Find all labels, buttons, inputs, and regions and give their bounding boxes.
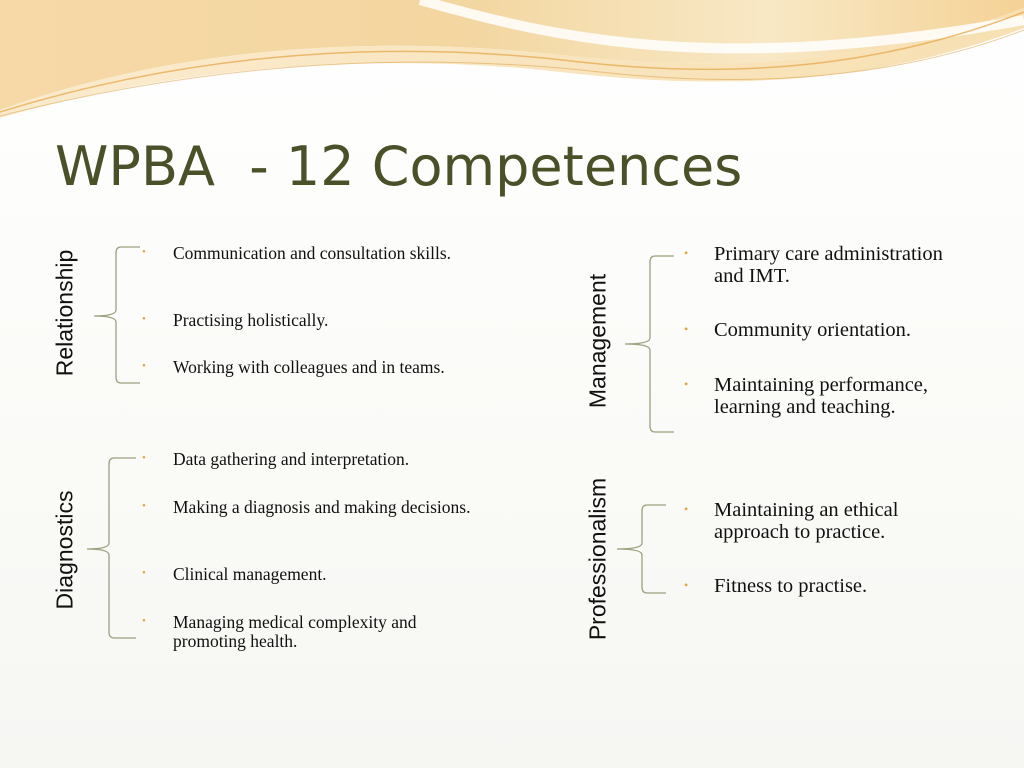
list-item-text: Clinical management. <box>173 564 327 584</box>
bullet-icon: • <box>142 567 146 579</box>
brace-diagnostics <box>84 455 144 641</box>
list-item <box>141 565 483 584</box>
list-item <box>683 320 974 342</box>
bullet-icon: • <box>142 313 146 325</box>
list-item <box>141 358 483 377</box>
group-label-management: Management <box>584 273 611 409</box>
bullet-icon: • <box>142 452 146 464</box>
list-item <box>141 311 483 330</box>
bullet-icon: • <box>684 502 689 516</box>
list-item-text: Making a diagnosis and making decisions. <box>173 497 471 517</box>
slide-title: WPBA - 12 Competences <box>55 135 743 198</box>
list-item-text: Maintaining performance, learning and teaching. <box>714 374 929 418</box>
list-item <box>683 244 974 287</box>
group-label-diagnostics: Diagnostics <box>51 490 78 610</box>
bullet-icon: • <box>684 246 689 260</box>
list-item-text: Practising holistically. <box>173 310 329 330</box>
list-item-text: Data gathering and interpretation. <box>173 449 410 469</box>
list-item <box>141 244 483 263</box>
list-item <box>683 500 974 543</box>
bullet-icon: • <box>684 578 689 592</box>
bullet-icon: • <box>142 360 146 372</box>
bullet-icon: • <box>142 246 146 258</box>
list-item-text: Fitness to practise. <box>714 575 868 597</box>
list-item-text: Community orientation. <box>714 319 912 341</box>
list-item-text: Managing medical complexity and promoting health. <box>173 612 417 651</box>
list-item-text: Primary care administration and IMT. <box>714 243 943 287</box>
list-item-text: Communication and consultation skills. <box>173 243 452 263</box>
brace-professionalism <box>614 502 674 598</box>
bullet-icon: • <box>142 615 146 627</box>
bullet-icon: • <box>142 500 146 512</box>
group-label-relationship: Relationship <box>51 249 78 377</box>
list-item <box>141 613 483 651</box>
decorative-wave-header <box>0 0 1024 130</box>
list-item <box>141 450 483 469</box>
list-item <box>683 375 974 418</box>
bullet-icon: • <box>684 377 689 391</box>
list-item-text: Working with colleagues and in teams. <box>173 357 445 377</box>
bullet-icon: • <box>684 322 689 336</box>
brace-relationship <box>88 244 148 390</box>
list-item-text: Maintaining an ethical approach to practice. <box>714 499 899 543</box>
list-item <box>683 576 974 598</box>
list-item <box>141 498 483 517</box>
brace-management <box>622 253 682 435</box>
group-label-professionalism: Professionalism <box>584 477 611 641</box>
